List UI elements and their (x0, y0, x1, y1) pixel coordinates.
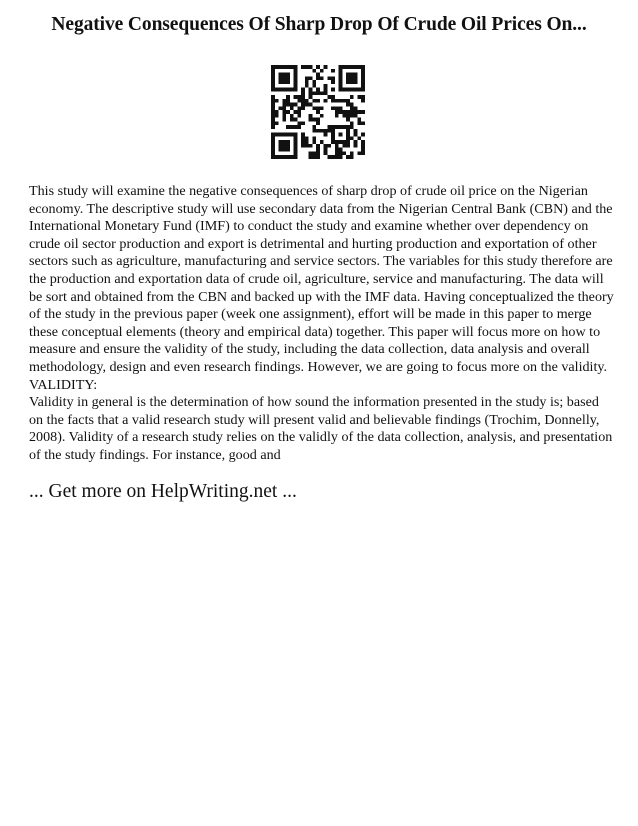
document-body (29, 183, 614, 465)
intro-paragraph: This study will examine the negative consequences of sharp drop of crude oil price on the Nigerian economy. The descriptive study will use secondary data from the Nigerian Central Bank (CBN) and the International Monetary Fund (IMF) to conduct the study and examine whether over dependency on crude oil sector production and export is detrimental and hurting production and exportation of other sectors such as agriculture, manufacturing and service sectors. The variables for this study therefore are the production and exportation data of crude oil, agriculture, service and manufacturing. The data will be sort and obtained from the CBN and backed up with the IMF data. Having conceptualized the theory of the study in the previous paper (week one assignment), effort will be made in this paper to merge these conceptual elements (theory and empirical data) together. This paper will focus more on how to measure and ensure the validity of the study, including the data collection, data analysis and overall methodology, design and even research findings. However, we are going to focus more on the validity. (29, 183, 614, 375)
validity-paragraph: Validity in general is the determination of how sound the information presented in the study is; based on the facts that a valid research study will present valid and believable findings (Trochim, Donnelly, 2008). Validity of a research study relies on the validly of the data collection, analysis, and presentation of the study findings. For instance, good and (29, 394, 613, 463)
section-heading: VALIDITY: (29, 376, 98, 393)
get-more-link[interactable]: ... Get more on HelpWriting.net ... (29, 481, 297, 502)
qr-code-icon (271, 65, 365, 159)
document-title: Negative Consequences Of Sharp Drop Of Crude Oil Prices On... (51, 14, 587, 35)
